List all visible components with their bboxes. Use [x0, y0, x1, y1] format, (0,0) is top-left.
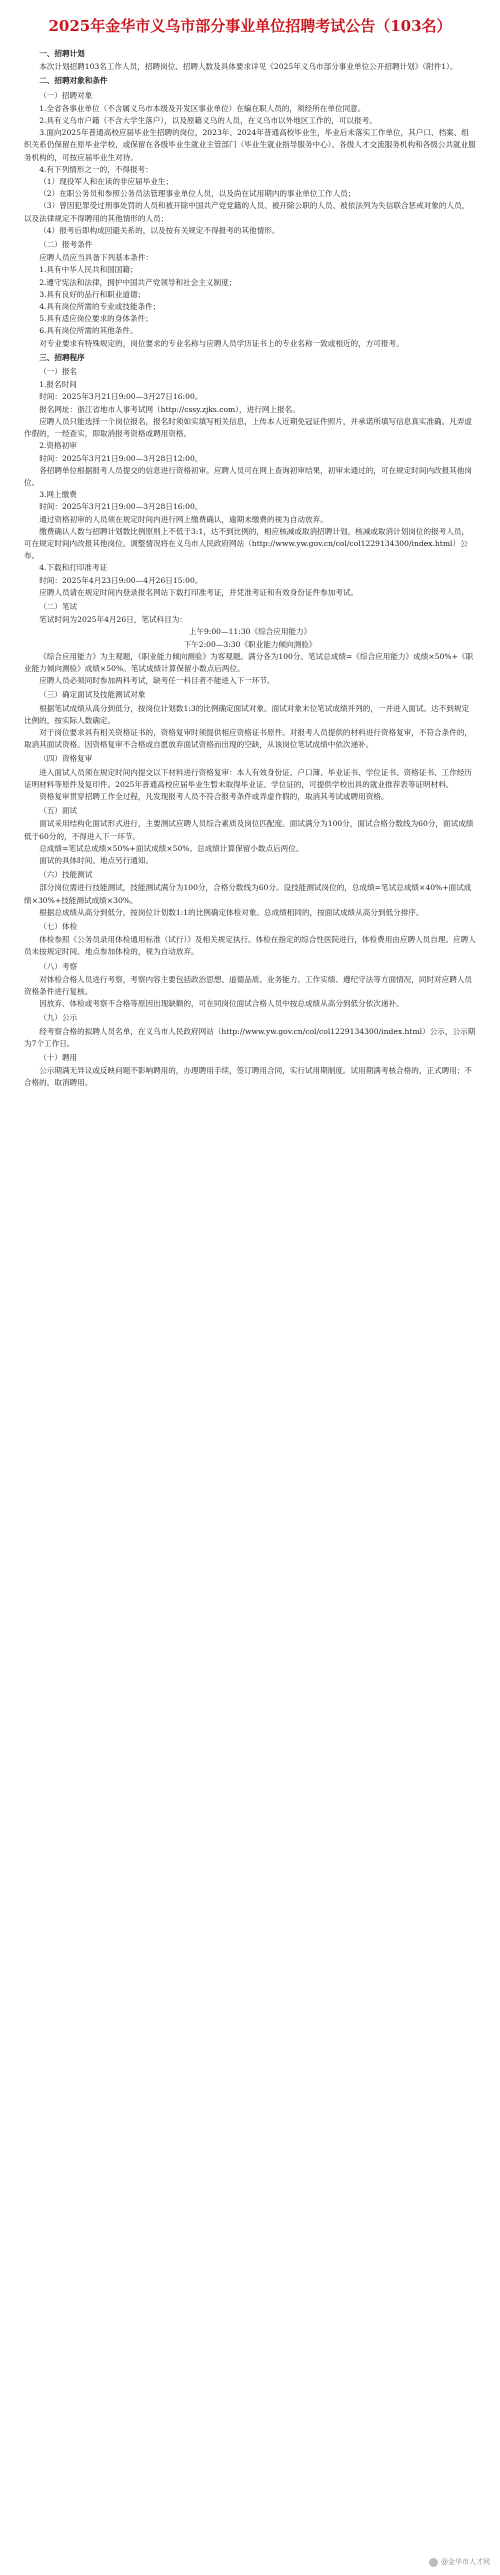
- paragraph: （2）在职公务员和参照公务员法管理事业单位人员，以及尚在试用期内的事业单位工作人员；: [39, 189, 356, 199]
- paragraph: 3.具有良好的品行和职业道德；: [39, 289, 146, 299]
- paragraph: 1.具有中华人民共和国国籍；: [39, 265, 138, 275]
- paragraph: 面试的具体时间、地点另行通知。: [39, 856, 154, 865]
- paragraph: 应聘人员应当具备下列基本条件：: [39, 253, 154, 263]
- paragraph: 面试采用结构化面试形式进行，主要测试应聘人员综合素质及岗位匹配度。面试满分为100分，面试合格分数线为60分，面试成绩低于60分的，不得进入下一环节。: [24, 819, 474, 841]
- paragraph: 对于岗位要求具有相关资格证书的，资格复审时须提供相应资格证书原件。对报考人员提供的材料进行资格复审，不符合条件的，取消其面试资格。因资格复审不合格或自愿放弃面试资格而出现的空缺，从该岗位笔试成绩中依次递补。: [24, 727, 473, 750]
- paragraph: 通过资格初审的人员须在规定时间内进行网上缴费确认，逾期未缴费的视为自动放弃。: [39, 514, 328, 524]
- paragraph: 各招聘单位根据报考人员提交的信息进行资格初审。应聘人员可在网上查询初审结果，初审未通过的，可在规定时间内改报其他岗位。: [24, 465, 473, 487]
- paragraph: 应聘人员请在规定时间内登录报名网站下载打印准考证，并凭准考证和有效身份证件参加考试。: [39, 587, 359, 597]
- subsection-heading: （十）聘用: [39, 1053, 78, 1063]
- paragraph: 报名网址：浙江省地市人事考试网（http://cssy.zjks.com），进行网上报名。: [39, 404, 300, 414]
- paragraph: 总成绩=笔试总成绩×50%+面试成绩×50%。总成绩计算保留小数点后两位。: [39, 843, 304, 853]
- subsection-heading: （二）报考条件: [39, 240, 93, 250]
- paragraph: 对专业要求有特殊规定的，岗位要求的专业名称与应聘人员学历证书上的专业名称一致或相近的，方可报考。: [39, 338, 404, 348]
- paragraph: 对体检合格人员进行考察，考察内容主要包括政治思想、道德品质、业务能力、工作实绩、遵纪守法等方面情况，同时对应聘人员资格条件进行复核。: [24, 974, 473, 997]
- paragraph: 时间：2025年3月21日9:00—3月28日12:00。: [39, 453, 203, 463]
- paragraph: 上午9:00—11:30《综合应用能力》: [188, 627, 312, 637]
- paragraph: 2.具有义乌市户籍（不含大学生落户），以及原籍义乌的人员，在义乌市以外地区工作的，可以报考。: [39, 116, 377, 126]
- paragraph: 4.有下列情形之一的，不得报考：: [39, 164, 153, 174]
- paragraph: 经考察合格的拟聘人员名单，在义乌市人民政府网站（http://www.yw.gov.cn/col/col1229134300/index.html）公示，公示期为7个工作日。: [24, 1026, 476, 1048]
- paragraph: 1.报名时间: [39, 380, 77, 390]
- paragraph: 根据总成绩从高分到低分，按岗位计划数1:1的比例确定体检对象。总成绩相同的，按面试成绩从高分到低分排序。: [39, 907, 424, 917]
- subsection-heading: （一）报名: [39, 367, 78, 377]
- paragraph: 应聘人员只能选择一个岗位报名，报名时须如实填写相关信息，上传本人近期免冠证件照片，并承诺所填写信息真实准确。凡弄虚作假的，一经查实，即取消报考资格或聘用资格。: [24, 416, 473, 439]
- watermark-text: @金华市人才网: [441, 2558, 490, 2566]
- paragraph: 《综合应用能力》为主观题，《职业能力倾向测验》为客观题。满分各为100分。笔试总成绩=《综合应用能力》成绩×50%+《职业能力倾向测验》成绩×50%。笔试成绩计算保留小数点后两位。: [24, 651, 474, 673]
- paragraph: 2.遵守宪法和法律，拥护中国共产党领导和社会主义制度；: [39, 277, 237, 287]
- paragraph: 时间：2025年4月23日9:00—4月26日15:00。: [39, 575, 203, 585]
- paragraph: 公示期满无异议或反映问题不影响聘用的，办理聘用手续，签订聘用合同，实行试用期制度。试用期满考核合格的，正式聘用；不合格的，取消聘用。: [24, 1066, 473, 1088]
- subsection-heading: （五）面试: [39, 806, 78, 816]
- paragraph: 3.面向2025年普通高校应届毕业生招聘的岗位，2023年、2024年普通高校毕业生，毕业后未落实工作单位，其户口、档案、组织关系仍保留在原毕业学校，或保留在各级毕业生就业主管部门（毕业生就业指导服务中心）、各级人才交流服务机构和各级公共就业服务机构的，可按应届毕业生对待。: [24, 128, 476, 162]
- subsection-heading: （二）笔试: [39, 601, 78, 611]
- section-heading: 一、招聘计划: [39, 49, 85, 58]
- paragraph: 本次计划招聘103名工作人员，招聘岗位、招聘人数及具体要求详见《2025年义乌市部分事业单位公开招聘计划》（附件1）。: [39, 62, 458, 72]
- section-heading: 二、招聘对象和条件: [39, 76, 108, 86]
- paragraph: 1.全省各事业单位（不含属义乌市本级及开发区事业单位）在编在职人员的，须经所在单位同意。: [39, 103, 366, 113]
- paragraph: 4.下载和打印准考证: [39, 563, 108, 573]
- paragraph: 根据笔试成绩从高分到低分，按岗位计划数1:3的比例确定面试对象。面试对象末位笔试成绩并列的，一并进入面试。达不到规定比例的，按实际人数确定。: [24, 703, 470, 725]
- watermark: [429, 2557, 490, 2567]
- paragraph: 6.具有岗位所需的其他条件。: [39, 326, 138, 336]
- document-body: [0, 48, 500, 1090]
- paragraph: 缴费确认人数与招聘计划数比例原则上不低于3:1，达不到比例的，相应核减或取消招聘计划。核减或取消计划岗位的报考人员，可在规定时间内改报其他岗位。调整情况将在义乌市人民政府网站（http://www.yw.gov.cn/col/col1229134300/index.html）公布。: [24, 526, 470, 561]
- paragraph: （3）曾因犯罪受过刑事处罚的人员和被开除中国共产党党籍的人员、被开除公职的人员、被依法列为失信联合惩戒对象的人员，以及法律规定不得聘用的其他情形的人员；: [24, 201, 470, 223]
- subsection-heading: （三）确定面试及技能测试对象: [39, 690, 146, 700]
- paragraph: 时间：2025年3月21日9:00—3月28日16:00。: [39, 502, 203, 512]
- paragraph: 5.具有适应岗位要求的身体条件；: [39, 314, 153, 324]
- subsection-heading: （一）招聘对象: [39, 90, 93, 100]
- paragraph: （1）现役军人和在读的非应届毕业生；: [39, 177, 174, 187]
- paragraph: 进入面试人员须在规定时间内提交以下材料进行资格复审：本人有效身份证、户口簿、毕业证书、学位证书、资格证书、工作经历证明材料等原件及复印件。2025年普通高校应届毕业生暂未取得毕业证、学位证的，可提供学校出具的就业推荐表等证明材料。: [24, 767, 473, 789]
- paragraph: 因放弃、体检或考察不合格等原因出现缺额的，可在同岗位面试合格人员中按总成绩从高分到低分依次递补。: [39, 999, 404, 1009]
- subsection-heading: （七）体检: [39, 922, 78, 932]
- paragraph: 体检参照《公务员录用体检通用标准（试行）》及相关规定执行。体检在指定的综合性医院进行，体检费用由应聘人员自理。应聘人员未按规定时间、地点参加体检的，视为自动放弃。: [24, 935, 476, 957]
- paragraph: （4）报考后即构成回避关系的，以及按有关规定不得报考的其他情形。: [39, 225, 280, 235]
- paragraph: 4.具有岗位所需的专业或技能条件；: [39, 302, 161, 312]
- subsection-heading: （四）资格复审: [39, 754, 93, 764]
- paragraph: 应聘人员必须同时参加两科考试，缺考任一科目者不能进入下一环节。: [39, 676, 275, 686]
- subsection-heading: （九）公示: [39, 1013, 78, 1023]
- paragraph: 2.资格初审: [39, 441, 77, 451]
- paragraph: 下午2:00—3:30《职业能力倾向测验》: [183, 639, 317, 649]
- paragraph: 时间：2025年3月21日9:00—3月27日16:00。: [39, 392, 203, 402]
- paragraph: 笔试时间为2025年4月26日，笔试科目为：: [39, 615, 187, 625]
- subsection-heading: （六）技能测试: [39, 870, 93, 880]
- section-heading: 三、招聘程序: [39, 352, 85, 362]
- watermark-logo-icon: [429, 2558, 438, 2567]
- paragraph: 资格复审贯穿招聘工作全过程，凡发现报考人员不符合报考条件或弄虚作假的，取消其考试或聘用资格。: [39, 791, 389, 801]
- subsection-heading: （八）考察: [39, 961, 78, 971]
- paragraph: 部分岗位需进行技能测试，技能测试满分为100分，合格分数线为60分。设技能测试岗位的，总成绩=笔试总成绩×40%+面试成绩×30%+技能测试成绩×30%。: [24, 883, 472, 905]
- page-title: 2025年金华市义乌市部分事业单位招聘考试公告（103名）: [48, 17, 452, 35]
- paragraph: 3.网上缴费: [39, 490, 77, 500]
